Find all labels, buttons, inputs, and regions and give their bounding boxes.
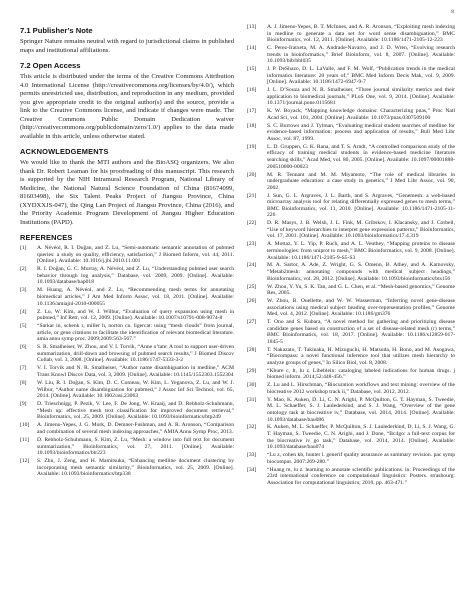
- left-column: [20, 24, 234, 479]
- references-list-right: [247, 24, 455, 486]
- reference-item: [20, 365, 234, 378]
- reference-text: D. Rebholz-Schuhmann, S. Kim, Z. Lu, “Mesh: a window into full text for document summarization,” Bioinformatics, vol. 27, 2011. [Online]. Available: 10.1093/bioinformatics/btr223: [37, 436, 234, 457]
- reference-text: V. I. Torvik and N. R. Smalheiser, “Author name disambiguation in medline,” ACM Trans Knowl Discov Data, vol. 3, 2009. [Online]. Available: 10.1145/1552303.1552304: [37, 365, 234, 379]
- reference-text: C. Perez-Iratxeta, M. A. Andrade-Navarro, and J. D. Wren, “Evolving research trends in bioinformatics,” Brief Bioinform, vol. 8, 2007. [Online]. Available: 10.1093/bib/bbl035: [267, 45, 455, 65]
- reference-item: [247, 298, 455, 318]
- reference-item: [247, 347, 455, 367]
- reference-text: A. Mottaz, Y. L. Yip, P. Ruch, and A. L. Veuthey, “Mapping proteins to disease terminologies: from uniprot to mesh,” BMC Bioinformatics, vol. 9, 2008. [Online]. Available: 10.1186/1471-2105-9-S5-S3: [267, 241, 455, 261]
- reference-number: [27]: [247, 319, 257, 326]
- page-number: 8: [451, 9, 454, 15]
- reference-number: [25]: [247, 283, 257, 290]
- reference-number: [26]: [247, 298, 257, 305]
- reference-item: [247, 262, 455, 282]
- reference-item: [20, 309, 234, 322]
- reference-text: T. Ono and S. Kubara, “A novel method for gathering and prioritizing disease candidate genes based on construction of a set of disease-related mesh (r) terms,” BMC Bioinformatics, vol. 18, 2017. [Online]. Available: 10.1186/s12859-017-1845-5: [267, 319, 455, 345]
- reference-number: [31]: [247, 396, 257, 403]
- reference-text: S. Zhu, J. Zeng, and H. Mamitsuka, “Enhancing medline document clustering by incorporating mesh semantic similarity,” Bioinformatics, vol. 25, 2009. [Online]. Available: 10.1093/bioinformatics/btp338: [37, 458, 234, 478]
- reference-number: [14]: [247, 45, 257, 52]
- publishers-note-heading: 7.1 Publisher’s Note: [20, 26, 93, 35]
- reference-item: [20, 344, 234, 364]
- open-access-text: This article is distributed under the terms of the Creative Commons Attribution 4.0 International License (http://creativecommons.org/licenses/by/4.0/), which permits unrestricted use, distribution, and reproduction in any medium, provided you give appropriate credit to the original author(s) and the source, provide a link to the Creative Commons license, and indicate if changes were made. The Creative Commons Public Domain Dedication waiver (http://creativecommons.org/publicdomain/zero/1.0/) applies to the data made available in this article, unless otherwise stated.: [20, 73, 234, 140]
- reference-number: [16]: [247, 87, 257, 94]
- reference-text: D. Trieschnigg, P. Pezik, V. Lee, F. De Jong, W. Kraaij, and D. Rebholz-Schuhmann, “Mesh up: effective mesh text classification for improved document retrieval,” Bioinformatics, vol. 25, 2009. [Online]. Available: 10.1093/bioinformatics/btp249: [37, 401, 234, 421]
- open-access-heading: 7.2 Open Access: [20, 61, 81, 70]
- reference-number: [12]: [20, 458, 30, 465]
- reference-item: [20, 437, 234, 457]
- reference-text: “Sarkar in, schenk r, miller h, norton cn. ligercat: using “mesh clouds” from journal, article, or gene citations to facilitate the identification of relevant biomedical literature. amia annu symp proc. 2009;2009:563-567.”: [37, 323, 234, 343]
- reference-number: [2]: [20, 266, 27, 273]
- reference-item: [247, 220, 455, 240]
- reference-item: [247, 24, 455, 44]
- reference-number: [9]: [20, 401, 27, 408]
- publishers-note-text: Springer Nature remains neutral with regard to jurisdictional claims in published maps and institutional affiliations.: [20, 38, 234, 54]
- reference-number: [24]: [247, 262, 257, 269]
- reference-item: [20, 266, 234, 286]
- reference-item: [247, 284, 455, 297]
- reference-item: [247, 193, 455, 219]
- reference-item: [247, 382, 455, 395]
- reference-text: “Kbure c, lt, lu z. Libeblein: cataloging labeled indications for human drugs. j biomed inform. 2014;52:448-456.”: [267, 367, 455, 381]
- reference-item: [247, 87, 455, 107]
- reference-item: [247, 424, 455, 450]
- reference-item: [20, 458, 234, 478]
- reference-number: [30]: [247, 382, 257, 389]
- reference-text: K. Auken, M. L. Schaeffer, P. McQuilton, S. J. Laulederkind, D. Li, S. J. Wang, G. T. Hayman, S. Tweedie, C. N. Arighi, and J. Done, “Bc4go: a full-text corpus for the biocreative iv go task,” Database, vol. 2014, 2014. [Online]. Available: 10.1093/database/bau074: [267, 424, 455, 451]
- reference-text: Z. Lu, W. Kim, and W. J. Wilbur, “Evaluation of query expansion using mesh in pubmed,” Inf Retr, vol. 12, 2009. [Online]. Available: 10.1007/s10791-008-9074-8: [37, 308, 234, 322]
- reference-text: J. Sun, G. L. Argraves, J. L. Barth, and S. Argraves, “Genemesh: a web-based microarray analysis tool for relating differentially expressed genes to mesh terms,” BMC Bioinformatics, vol. 11, 2010. [Online]. Available: 10.1186/1471-2105-11-226: [267, 192, 455, 219]
- references-heading: REFERENCES: [20, 233, 73, 242]
- reference-number: [23]: [247, 241, 257, 248]
- reference-number: [7]: [20, 365, 27, 372]
- reference-number: [28]: [247, 346, 257, 353]
- reference-item: [247, 368, 455, 381]
- reference-text: T. Nakazato, T. Takinaka, H. Mizuguchi, H. Matsuda, H. Bono, and M. Asogawa, “Biocompass: a novel functional inference tool that utilizes mesh hierarchy to analyze groups of genes,” In Silico Biol, vol. 8, 2008.: [267, 346, 455, 366]
- reference-item: [20, 245, 234, 265]
- reference-item: [247, 467, 455, 487]
- reference-text: W. Zhou, B. Ouellette, and W. W. Wasserman, “Inferring novel gene-disease associations using medical subject heading over-representation profiles,” Genome Med, vol. 4, 2012. [Online]. Available: 10.1186/gm376: [267, 298, 455, 318]
- reference-item: [20, 287, 234, 307]
- reference-number: [20]: [247, 171, 257, 178]
- reference-text: “Huang m, lu z. learning to annotate scientific publications. in: Proceedings of the 23rd international conference on computational linguistics: Posters. strasbourg: Association for computational linguistics; 2010. pp. 463-471.”: [267, 466, 455, 486]
- reference-number: [6]: [20, 344, 27, 351]
- reference-text: A. J. Jimeno-Yepes, B. T. McInnes, and A. R. Aronson, “Exploiting mesh indexing in medline to generate a data set for word sense disambiguation,” BMC Bioinformatics, vol. 12, 2011. [Online]. Available: 10.1186/1471-2105-12-223: [267, 24, 455, 44]
- reference-text: “Lu z, cohen kb, hunter l. generif quality assurance as summary revision. pac symp biocomput. 2007:269-280.”: [267, 452, 455, 465]
- reference-text: J. P. DeShazo, D. L. LaValle, and F. M. Wolf, “Publication trends in the medical informatics literature: 20 years of,” BMC Med Inform Decis Mak, vol. 9, 2009. [Online]. Available: 10.1186/1472-6947-9-7: [267, 66, 455, 86]
- reference-number: [8]: [20, 380, 27, 387]
- reference-number: [33]: [247, 452, 257, 459]
- reference-number: [29]: [247, 367, 257, 374]
- reference-number: [32]: [247, 424, 257, 431]
- references-list-left: [20, 245, 234, 478]
- reference-number: [10]: [20, 422, 30, 429]
- reference-item: [20, 323, 234, 343]
- reference-text: J. L. D’Souza and N. R. Smalheiser, “Three journal similarity metrics and their application to biomedical journals,” PLoS One, vol. 9, 2014. [Online]. Available: 10.1371/journal.pone.0115681: [267, 87, 455, 107]
- reference-text: S. R. Smalheiser, W. Zhou, and V. I. Torvik, “Anne o’tate: A tool to support user-driven summarization, drill-down and browsing of pubmed search results,” J Biomed Discov Collab, vol. 3, 2008. [Online]. Available: 10.1186/1747-5333-3-2: [37, 344, 234, 364]
- reference-number: [34]: [247, 466, 257, 473]
- reference-number: [21]: [247, 192, 257, 199]
- reference-item: [247, 66, 455, 86]
- acknowledgements-heading: ACKNOWLEDGEMENTS: [20, 147, 109, 156]
- reference-number: [17]: [247, 108, 257, 115]
- reference-number: [3]: [20, 287, 27, 294]
- reference-item: [247, 241, 455, 261]
- reference-number: [5]: [20, 323, 27, 330]
- reference-item: [20, 422, 234, 435]
- reference-item: [20, 401, 234, 421]
- reference-item: [247, 397, 455, 423]
- reference-text: L. D. Gruppen, G. K. Rana, and T. S. Arndt, “A controlled comparison study of the efficacy of training medical students in evidence-based medicine literature searching skills,” Acad Med, vol. 80, 2005. [Online]. Available: 10.1097/00001888-200510000-00023: [267, 143, 455, 170]
- reference-text: D. R. Masys, J. B. Welsh, J. L. Fink, M. Gribskov, I. Klacansky, and J. Corbeil, “Use of keyword hierarchies to interpret gene expression patterns,” Bioinformatics, vol. 17, 2001. [Online]. Available: 10.1093/bioinformatics/17.4.319: [267, 220, 455, 240]
- reference-text: Y. Mao, K. Auken, D. Li, C. N. Arighi, P. McQuilton, G. T. Hayman, S. Tweedie, M. L. Schaeffer, S. J. Laulederkind, and S. J. Wang, “Overview of the gene ontology task at biocreative iv,” Database, vol. 2014, 2014. [Online]. Available: 10.1093/database/bau086: [267, 396, 455, 423]
- reference-text: A. Jimeno-Yepes, J. G. Mork, D. Demner-Fushman, and A. R. Aronson, “Comparison and combination of several mesh indexing approaches,” AMIA Annu Symp Proc, 2013.: [37, 422, 234, 435]
- reference-number: [13]: [247, 24, 257, 30]
- acknowledgements-text: We would like to thank the MTI authors and the BioASQ organizers. We also thank Dr. Robert Leaman for his proofreading of this manuscript. This research is supported by the NIH Intramural Research Program, National Library of Medicine, the National Natural Science Foundation of China (81674099, 81603498), the Six Talent Peaks Project of Jiangsu Province, China (XYDXXJS-047), the Qing Lan Project of Jiangsu Province, China (2016), and the Priority Academic Program Development of Jiangsu Higher Education Institutions (PAPD).: [20, 159, 234, 226]
- reference-number: [4]: [20, 308, 27, 315]
- reference-text: M. A. Sartor, A. Ade, Z. Wright, G. S. Omenn, B. Athey, and A. Karnovsky, “Metab2mesh: annotating compounds with medical subject headings,” Bioinformatics, vol. 28, 2012. [Online]. Available: 10.1093/bioinformatics/bts156: [267, 262, 455, 282]
- reference-number: [15]: [247, 66, 257, 73]
- reference-text: W. Liu, R. I. Doğan, S. Kim, D. C. Comeau, W. Kim, L. Yeganova, Z. Lu, and W. J. Wilbur, “Author name disambiguation for pubmed,” J Assoc Inf Sci Technol, vol. 65, 2014. [Online]. Available: 10.1002/asi.23063: [37, 380, 234, 400]
- reference-number: [11]: [20, 436, 30, 443]
- reference-text: M. Huang, A. Névéol, and Z. Lu, “Recommending mesh terms for annotating biomedical articles,” J Am Med Inform Assoc, vol. 18, 2011. [Online]. Available: 10.1136/amiajnl-2010-000055: [37, 287, 234, 307]
- reference-item: [20, 380, 234, 400]
- reference-text: A. Névéol, R. I. Doğan, and Z. Lu, “Semi-automatic semantic annotation of pubmed queries: a study on quality, efficiency, satisfaction,” J Biomed Inform, vol. 44, 2011. [Online]. Available: 10.1016/j.jbi.2010.11.001: [37, 245, 234, 265]
- reference-text: M. R. Tennant and M. M. Miyamoto, “The role of medical libraries in undergraduate education: a case study in genetics,” J Med Libr Assoc, vol. 90, 2002.: [267, 171, 455, 191]
- reference-text: R. I. Doğan, G. C. Murray, A. Névéol, and Z. Lu, “Understanding pubmed user search behavior through log analysis,” Database, vol. 2009, 2009. [Online]. Available: 10.1093/database/bap018: [37, 266, 234, 286]
- reference-item: [247, 172, 455, 192]
- reference-item: [247, 108, 455, 121]
- reference-number: [22]: [247, 220, 257, 227]
- reference-text: W. Zhou, Y. Yu, S. K. Tan, and G. L. Chen, et al. “Mesh-based genomics,” Genome Res, 2005.: [267, 283, 455, 297]
- reference-item: [247, 452, 455, 465]
- right-column: [247, 24, 455, 488]
- reference-text: K. W. Boyack, “Mapping knowledge domains: Characterizing pnas,” Proc Natl Acad Sci, vol. 101, 2004. [Online]. Available: 10.1073/pnas.0307509100: [267, 108, 455, 121]
- reference-number: [19]: [247, 143, 257, 150]
- reference-item: [247, 45, 455, 65]
- reference-number: [1]: [20, 245, 27, 251]
- reference-item: [247, 123, 455, 143]
- reference-item: [247, 144, 455, 170]
- reference-text: S. C. Burrows and J. Tylman, “Evaluating medical student searches of medline for evidence-based information: process and application of results,” Bull Med Libr Assoc, vol. 87, 1999.: [267, 122, 455, 142]
- reference-number: [18]: [247, 122, 257, 129]
- reference-text: Z. Lu and L. Hirschman, “Biocuration workflows and text mining: overview of the biocreative 2012 workshop track ii,” Database, vol. 2012, 2012.: [267, 382, 455, 395]
- reference-item: [247, 319, 455, 345]
